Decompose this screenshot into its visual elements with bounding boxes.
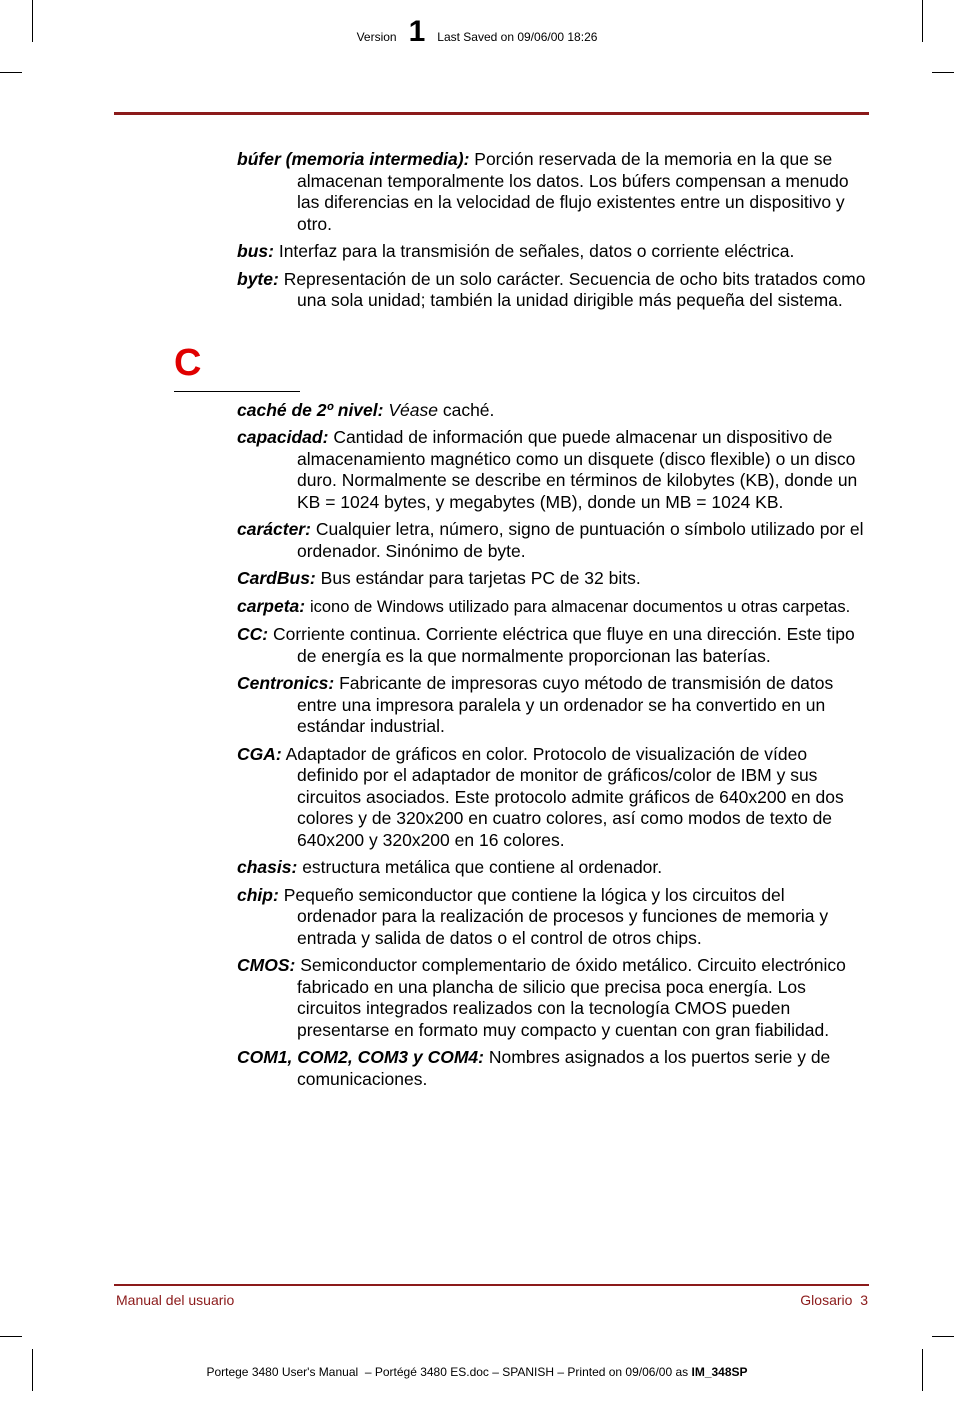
- glossary-definition: Porción reservada de la memoria en la que se almacenan temporalmente los datos. Los búfers compensan a menudo las diferencias en la velocidad de flujo existentes entre un dispositivo y otro.: [297, 149, 849, 234]
- version-header: [0, 15, 954, 48]
- glossary-entry: [237, 955, 869, 1041]
- glossary-definition: Corriente continua. Corriente eléctrica que fluye en una dirección. Este tipo de energía es la que normalmente proporcionan las baterías.: [272, 624, 855, 666]
- glossary-entry: [237, 269, 869, 312]
- glossary-definition: Cantidad de información que puede almacenar un dispositivo de almacenamiento magnético como un disquete (disco flexible) o un disco duro. Normalmente se describe en términos de kilobytes (KB), donde un KB = 1024 bytes, y megabytes (MB), donde un MB = 1024 KB.: [297, 427, 858, 512]
- glossary-term: COM1, COM2, COM3 y COM4:: [237, 1047, 484, 1067]
- glossary-entry: [237, 624, 869, 667]
- version-label: Version: [356, 30, 397, 44]
- glossary-term: CMOS:: [237, 955, 296, 975]
- glossary-term: Centronics:: [237, 673, 335, 693]
- glossary-entry: [237, 149, 869, 235]
- see-reference-target: caché.: [442, 399, 495, 420]
- crop-mark: [0, 72, 22, 73]
- glossary-term: chip:: [237, 884, 279, 905]
- glossary-definition: Bus estándar para tarjetas PC de 32 bits.: [320, 568, 641, 588]
- glossary-term: bus:: [237, 241, 274, 261]
- footer-page-label: Glosario 3: [800, 1292, 868, 1308]
- glossary-term: byte:: [237, 268, 279, 289]
- bottom-rule: [114, 1284, 869, 1286]
- glossary-content: [174, 149, 869, 1096]
- glossary-definition: Fabricante de impresoras cuyo método de transmisión de datos entre una impresora paralela y un ordenador se ha convertido en un estándar industrial.: [297, 673, 834, 736]
- glossary-term: búfer (memoria intermedia):: [237, 149, 470, 169]
- footer-manual-title: Manual del usuario: [116, 1292, 235, 1308]
- glossary-definition: Semiconductor complementario de óxido metálico. Circuito electrónico fabricado en una plancha de silicio que precisa poca energía. Los circuitos integrados realizados con la tecnología CMOS pueden presentarse en formato muy compacto y cuentan con gran fiabilidad.: [297, 955, 846, 1040]
- section-heading-c: [174, 338, 300, 388]
- glossary-definition: Adaptador de gráficos en color. Protocolo de visualización de vídeo definido por el adaptador de monitor de gráficos/color de IBM y sus circuitos asociados. Este protocolo admite gráficos de 640x200 en dos colores y de 320x200 en cuatro colores, así como modos de texto de 640x200 y 320x200 en 16 colores.: [285, 743, 844, 850]
- glossary-entry: [237, 1047, 869, 1090]
- section-letter: C: [174, 341, 202, 384]
- print-info-line: [0, 1365, 954, 1379]
- glossary-term: caché de 2º nivel:: [237, 399, 384, 420]
- glossary-definition: Pequeño semiconductor que contiene la lógica y los circuitos del ordenador para la realización de procesos y funciones de memoria y entrada y salida de datos o el control de otros chips.: [283, 884, 829, 948]
- glossary-entry: [237, 857, 869, 879]
- last-saved: Last Saved on 09/06/00 18:26: [437, 30, 598, 44]
- version-number: 1: [408, 15, 426, 48]
- see-reference-label: Véase: [388, 399, 438, 420]
- glossary-entry: [237, 885, 869, 950]
- glossary-entry: [237, 241, 869, 263]
- glossary-definition: icono de Windows utilizado para almacenar documentos u otras carpetas.: [309, 597, 851, 616]
- glossary-list-c: [237, 427, 869, 1090]
- glossary-definition: Interfaz para la transmisión de señales, datos o corriente eléctrica.: [278, 241, 795, 261]
- section-rule: [174, 391, 300, 392]
- crop-mark: [932, 72, 954, 73]
- top-rule: [114, 112, 869, 115]
- crop-mark: [0, 1336, 22, 1337]
- glossary-definition: Cualquier letra, número, signo de puntuación o símbolo utilizado por el ordenador. Sinónimo de byte.: [297, 519, 864, 561]
- glossary-entry: [237, 427, 869, 513]
- glossary-definition: estructura metálica que contiene al ordenador.: [302, 857, 663, 877]
- glossary-term: CGA:: [237, 743, 282, 764]
- glossary-entry: [237, 519, 869, 562]
- glossary-definition: Representación de un solo carácter. Secuencia de ocho bits tratados como una sola unidad; también la unidad dirigible más pequeña del sistema.: [283, 268, 866, 310]
- glossary-entry: [237, 568, 869, 590]
- glossary-entry: [237, 596, 869, 619]
- glossary-entry: [237, 744, 869, 852]
- glossary-term: CardBus:: [237, 568, 316, 588]
- glossary-term: carácter:: [237, 519, 311, 539]
- glossary-entry: [237, 673, 869, 738]
- crop-mark: [932, 1336, 954, 1337]
- glossary-term: chasis:: [237, 857, 298, 877]
- glossary-entry: [237, 400, 869, 422]
- glossary-definition: Nombres asignados a los puertos serie y de comunicaciones.: [297, 1047, 831, 1089]
- glossary-list-b: [237, 149, 869, 312]
- glossary-term: CC:: [237, 624, 269, 644]
- glossary-term: carpeta:: [237, 595, 306, 616]
- glossary-term: capacidad:: [237, 427, 329, 447]
- print-info-code: IM_348SP: [691, 1365, 748, 1379]
- print-info-text: Portege 3480 User's Manual – Portégé 3480 ES.doc – SPANISH – Printed on 09/06/00 as: [206, 1365, 692, 1379]
